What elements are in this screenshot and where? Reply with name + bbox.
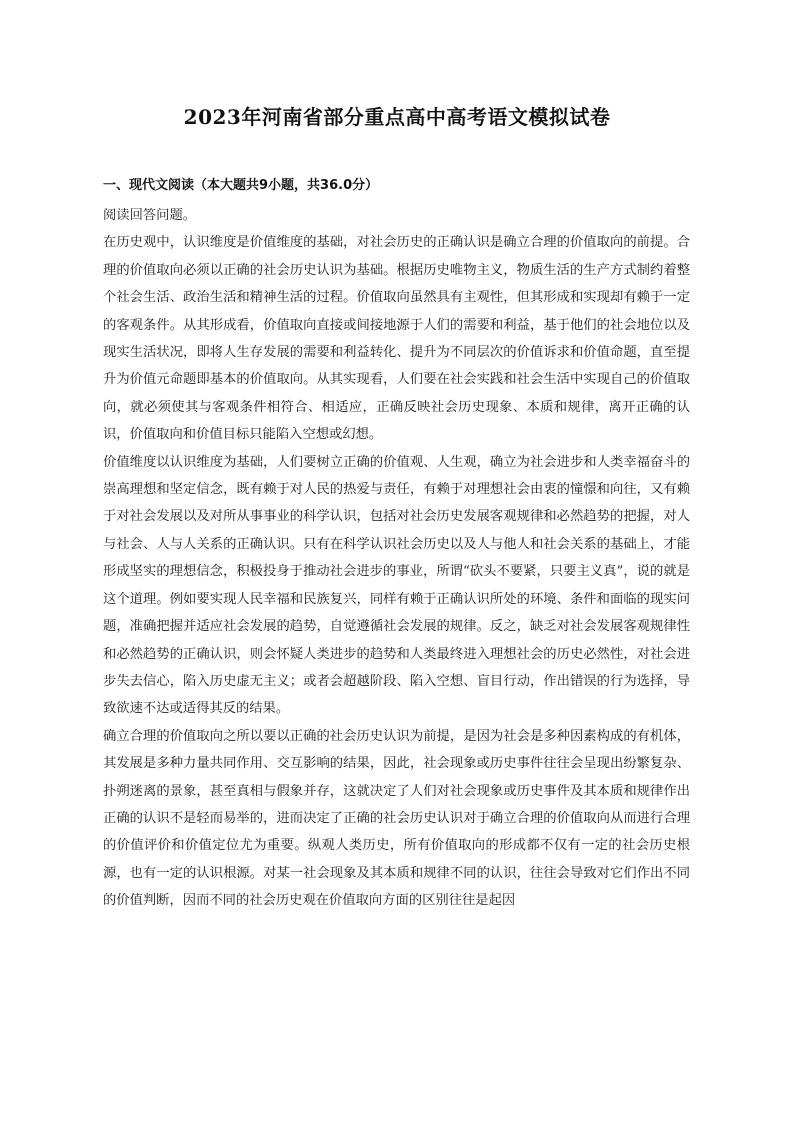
paragraph-3: 确立合理的价值取向之所以要以正确的社会历史认识为前提，是因为社会是多种因素构成的有机体，其发展是多种力量共同作用、交互影响的结果，因此，社会现象或历史事件往往会呈现出纷繁复杂、扑朔迷离的景象，甚至真相与假象并存，这就决定了人们对社会现象或历史事件及其本质和规律作出正确的认识不是轻而易举的，进而决定了正确的社会历史认识对于确立合理的价值取向从而进行合理的价值评价和价值定位尤为重要。纵观人类历史，所有价值取向的形成都不仅有一定的社会历史根源，也有一定的认识根源。对某一社会现象及其本质和规律不同的认识，往往会导致对它们作出不同的价值判断，因而不同的社会历史观在价值取向方面的区别往往是起因 <box>103 728 690 909</box>
instruction-text: 阅读回答问题。 <box>103 208 197 223</box>
paragraph-2: 价值维度以认识维度为基础，人们要树立正确的价值观、人生观，确立为社会进步和人类幸福奋斗的崇高理想和坚定信念，既有赖于对人民的热爱与责任，有赖于对理想社会由衷的憧憬和向往，又有赖于对社会发展以及对所从事事业的科学认识，包括对社会历史发展客观规律和必然趋势的把握，对人与社会、人与人关系的正确认识。只有在科学认识社会历史以及人与他人和社会关系的基础上，才能形成坚实的理想信念，积极投身于推动社会进步的事业，所谓“砍头不要紧，只要主义真”，说的就是这个道理。例如要实现人民幸福和民族复兴，同样有赖于正确认识所处的环境、条件和面临的现实问题，准确把握并适应社会发展的趋势，自觉遵循社会发展的规律。反之，缺乏对社会发展客观规律性和必然趋势的正确认识，则会怀疑人类进步的趋势和人类最终进入理想社会的历史必然性，对社会进步失去信心，陷入历史虚无主义；或者会超越阶段、陷入空想、盲目行动，作出错误的行为选择，导致欲速不达或适得其反的结果。 <box>103 454 690 717</box>
section-heading: 一、现代文阅读（本大题共9小题，共36.0分） <box>103 178 379 193</box>
page-title: 2023年河南省部分重点高中高考语文模拟试卷 <box>183 105 611 129</box>
document-body <box>103 176 690 915</box>
paragraph-1: 在历史观中，认识维度是价值维度的基础，对社会历史的正确认识是确立合理的价值取向的前提。合理的价值取向必须以正确的社会历史认识为基础。根据历史唯物主义，物质生活的生产方式制约着整个社会生活、政治生活和精神生活的过程。价值取向虽然具有主观性，但其形成和实现却有赖于一定的客观条件。从其形成看，价值取向直接或间接地源于人们的需要和利益，基于他们的社会地位以及现实生活状况，即将人生存发展的需要和利益转化、提升为不同层次的价值诉求和价值命题，直至提升为价值元命题即基本的价值取向。从其实现看，人们要在社会实践和社会生活中实现自己的价值取向，就必须使其与客观条件相符合、相适应，正确反映社会历史现象、本质和规律，离开正确的认识，价值取向和价值目标只能陷入空想或幻想。 <box>103 235 690 443</box>
